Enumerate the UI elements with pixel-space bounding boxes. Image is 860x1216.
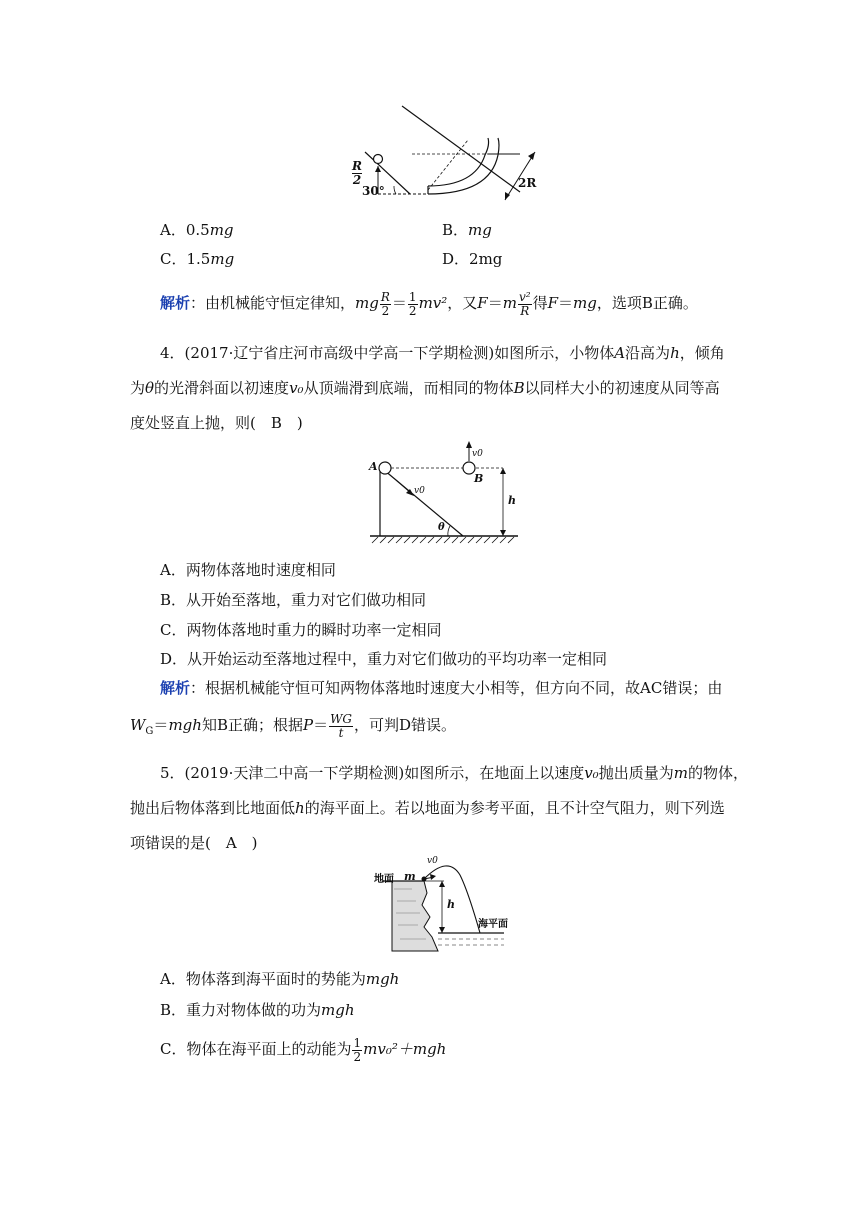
fig2-label-h: h [508,494,516,507]
fig2-label-theta: θ [438,522,445,533]
q3-option-b: B．mg [442,221,492,239]
q4-analysis-line1: 解析：根据机械能守恒可知两物体落地时速度大小相等，但方向不同，故AC错误；由 [160,679,723,697]
fig1-label-2r: 2R [518,176,537,190]
q3-option-c: C．1.5mg [160,250,235,268]
fig3-label-ground: 地面 [374,874,394,885]
q3-option-a: A．0.5mg [160,221,234,239]
fig1-label-r-half: R 2 [352,159,362,187]
fig2-label-b: B [474,472,484,485]
q4-option-c: C．两物体落地时重力的瞬时功率一定相同 [160,621,442,639]
q4-option-d: D．从开始运动至落地过程中，重力对它们做功的平均功率一定相同 [160,650,608,668]
fig2-label-a: A [369,460,378,473]
q4-option-a: A．两物体落地时速度相同 [160,561,336,579]
fig3-label-sea: 海平面 [478,919,508,930]
fig3-label-v0: v0 [427,856,438,866]
q4-stem: 4．(2017·辽宁省庄河市高级中学高一下学期检测)如图所示，小物体A沿高为h，倾角 为θ的光滑斜面以初速度v₀从顶端滑到底端，而相同的物体B以同样大小的初速度从同等高 度处竖直上抛，则( B ) [130,344,725,432]
q3-analysis: 解析：由机械能守恒定律知，mg $\frac{R}{2}$ ＝ $\frac{1}{2}$ mv²，又F＝m $\frac{\text{v²}}{R}$ 得F＝mg，选项B正确。 [160,289,698,318]
fig1-label-angle: 30° [362,184,385,198]
q5-option-a: A．物体落到海平面时的势能为mgh [160,970,400,988]
fig2-label-v0-b: v0 [472,449,483,459]
q3-option-d: D．2mg [442,250,503,268]
q4-analysis-line2: $W_G=mgh$知B正确；根据P＝ $\frac{WG}{t}$ ，可判D错误。 [130,711,457,740]
q5-stem: 5．(2019·天津二中高一下学期检测)如图所示，在地面上以速度v₀抛出质量为m的物体， 抛出后物体落到比地面低h的海平面上。若以地面为参考平面，且不计空气阻力，则下列选 项错误的是( A ) [130,764,748,852]
fig3-label-h: h [447,898,455,911]
fig2-label-v0-a: v0 [414,486,425,496]
fig3-label-m: m [404,870,416,883]
q5-option-c: C．物体在海平面上的动能为 $\frac{1}{2}$ mv₀²＋mgh [160,1035,447,1064]
q4-option-b: B．从开始至落地，重力对它们做功相同 [160,591,427,609]
q5-option-b: B．重力对物体做的功为mgh [160,1001,355,1019]
